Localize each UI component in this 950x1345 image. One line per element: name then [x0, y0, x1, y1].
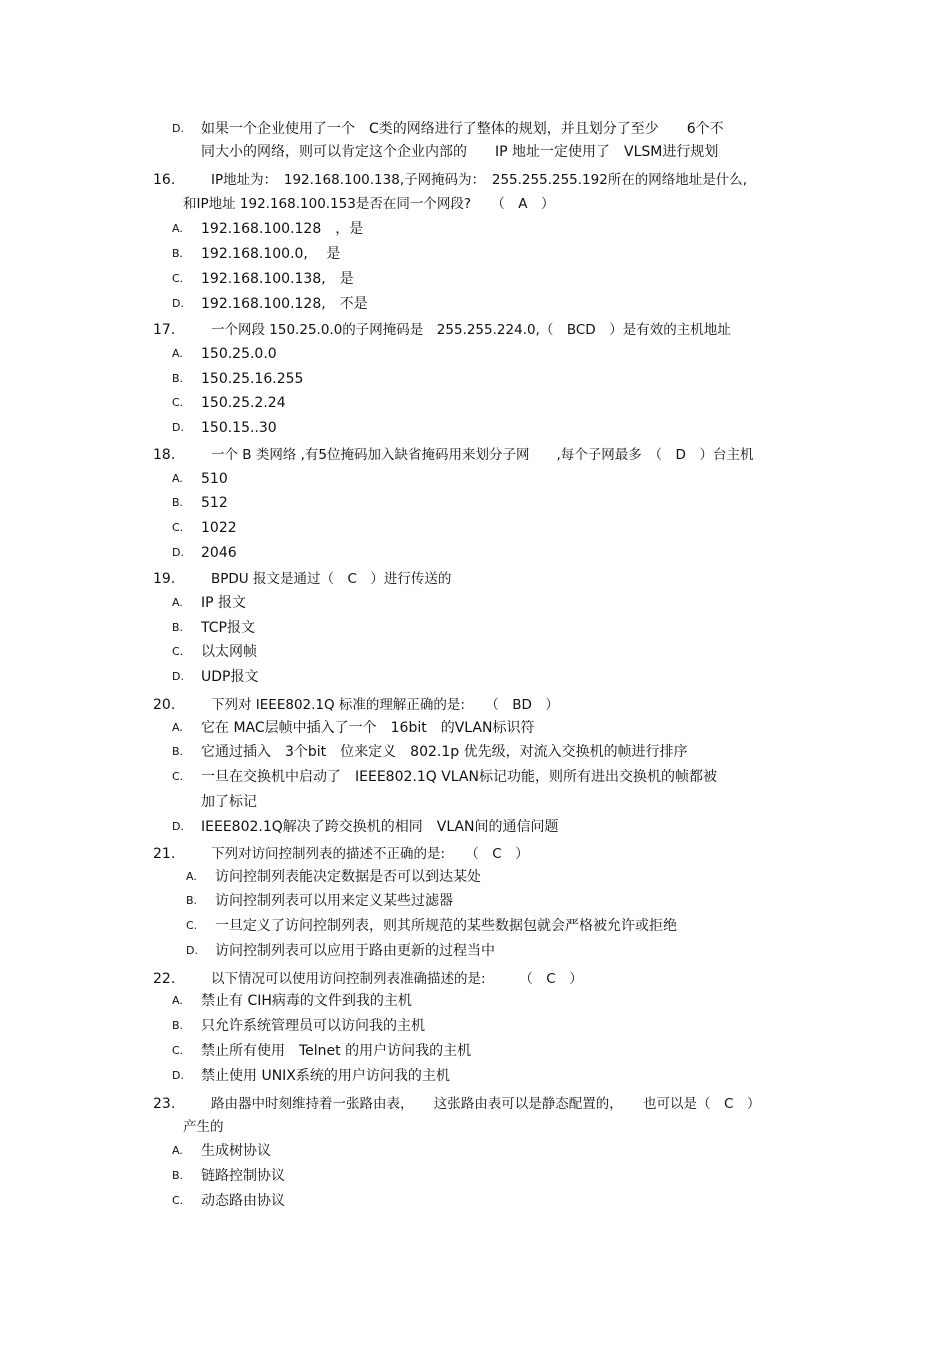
- option-line: [0, 492, 950, 514]
- option-line: [0, 268, 950, 290]
- question-line: [0, 169, 950, 191]
- option-line: [0, 641, 950, 663]
- option-label: B.: [172, 621, 184, 634]
- option-label: D.: [172, 122, 184, 135]
- option-line: [0, 542, 950, 564]
- option-label: C.: [186, 919, 198, 932]
- option-label: D.: [172, 670, 184, 683]
- option-text: 512: [201, 495, 228, 511]
- option-text: 150.25.16.255: [201, 371, 304, 387]
- option-line: [0, 617, 950, 639]
- option-text-continued: 加了标记: [201, 794, 257, 810]
- option-text: 禁止所有使用 Telnet 的用户访问我的主机: [201, 1043, 472, 1059]
- option-text: 生成树协议: [201, 1143, 271, 1159]
- option-line: [0, 741, 950, 763]
- option-text: 禁止有 CIH病毒的文件到我的主机: [201, 993, 412, 1009]
- option-text: 510: [201, 471, 228, 487]
- option-line: [0, 1015, 950, 1037]
- question-text: 下列对访问控制列表的描述不正确的是: （ C ）: [211, 846, 529, 862]
- option-line: [0, 392, 950, 414]
- question-number: 21.: [153, 846, 176, 862]
- option-label: B.: [172, 745, 184, 758]
- option-label: C.: [172, 272, 184, 285]
- question-text: 路由器中时刻维持着一张路由表， 这张路由表可以是静态配置的， 也可以是（ C ）: [211, 1096, 761, 1112]
- option-label: B.: [172, 1019, 184, 1032]
- option-label: C.: [172, 770, 184, 783]
- option-line: [0, 468, 950, 490]
- option-line: [0, 866, 950, 888]
- option-text: 2046: [201, 545, 237, 561]
- question-line: [0, 843, 950, 865]
- option-text: 150.15..30: [201, 420, 277, 436]
- question-number: 16.: [153, 172, 176, 188]
- question-text-continued: 产生的: [183, 1119, 224, 1135]
- question-text: IP地址为： 192.168.100.138,子网掩码为： 255.255.255.192所在的网络地址是什么,: [211, 172, 748, 188]
- question-text: 一个网段 150.25.0.0的子网掩码是 255.255.224.0,（ BCD ）是有效的主机地址: [211, 322, 731, 338]
- option-label: D.: [186, 944, 198, 957]
- option-line: [0, 940, 950, 962]
- option-text: 192.168.100.138, 是: [201, 271, 354, 287]
- question-text-continued: 和IP地址 192.168.100.153是否在同一个网段? （ A ）: [183, 196, 555, 212]
- continuation-line: [0, 141, 950, 163]
- question-line: [0, 1093, 950, 1115]
- option-label: D.: [172, 546, 184, 559]
- option-line: [0, 343, 950, 365]
- option-label: D.: [172, 1069, 184, 1082]
- option-line: [0, 417, 950, 439]
- option-line: [0, 1040, 950, 1062]
- question-number: 23.: [153, 1096, 176, 1112]
- option-line: [0, 243, 950, 265]
- option-line: [0, 816, 950, 838]
- option-text: 192.168.100.128, 不是: [201, 296, 368, 312]
- option-line: [0, 1165, 950, 1187]
- option-label: B.: [186, 894, 198, 907]
- option-text: 如果一个企业使用了一个 C类的网络进行了整体的规划，并且划分了至少 6个不: [201, 121, 724, 137]
- option-label: A.: [172, 994, 183, 1007]
- question-line: [0, 694, 950, 716]
- question-line: [0, 968, 950, 990]
- option-text: 动态路由协议: [201, 1193, 285, 1209]
- option-line: [0, 890, 950, 912]
- option-text: 192.168.100.128 ，是: [201, 221, 364, 237]
- option-line: [0, 1065, 950, 1087]
- question-number: 20.: [153, 697, 176, 713]
- option-line: [0, 218, 950, 240]
- continuation-line: [0, 1116, 950, 1138]
- option-label: C.: [172, 645, 184, 658]
- option-text: 一旦在交换机中启动了 IEEE802.1Q VLAN标记功能，则所有进出交换机的帧都被: [201, 769, 717, 785]
- option-line: [0, 990, 950, 1012]
- option-text: TCP报文: [201, 620, 255, 636]
- option-label: B.: [172, 1169, 184, 1182]
- question-line: [0, 444, 950, 466]
- option-line: [0, 666, 950, 688]
- option-text: 192.168.100.0, 是: [201, 246, 341, 262]
- option-label: D.: [172, 297, 184, 310]
- question-text: 一个 B 类网络 ,有5位掩码加入缺省掩码用来划分子网 ,每个子网最多 （ D ）台主机: [211, 447, 754, 463]
- option-label: C.: [172, 1044, 184, 1057]
- option-label: A.: [172, 1144, 183, 1157]
- option-line: [0, 1140, 950, 1162]
- question-number: 19.: [153, 571, 176, 587]
- option-text: 150.25.2.24: [201, 395, 286, 411]
- option-text: 150.25.0.0: [201, 346, 277, 362]
- option-label: B.: [172, 372, 184, 385]
- question-text: BPDU 报文是通过（ C ）进行传送的: [211, 571, 452, 587]
- continuation-line: [0, 791, 950, 813]
- option-label: B.: [172, 496, 184, 509]
- option-text: 访问控制列表可以应用于路由更新的过程当中: [215, 943, 495, 959]
- question-number: 22.: [153, 971, 176, 987]
- option-label: C.: [172, 521, 184, 534]
- option-label: A.: [172, 596, 183, 609]
- option-label: B.: [172, 247, 184, 260]
- option-line: [0, 1190, 950, 1212]
- option-text: 链路控制协议: [201, 1168, 285, 1184]
- option-text: 访问控制列表可以用来定义某些过滤器: [215, 893, 453, 909]
- option-text: 它在 MAC层帧中插入了一个 16bit 的VLAN标识符: [201, 720, 535, 736]
- continuation-line: [0, 193, 950, 215]
- option-text: IEEE802.1Q解决了跨交换机的相同 VLAN间的通信问题: [201, 819, 559, 835]
- option-label: A.: [172, 222, 183, 235]
- option-text-continued: 同大小的网络，则可以肯定这个企业内部的 IP 地址一定使用了 VLSM进行规划: [201, 144, 719, 160]
- option-line: [0, 592, 950, 614]
- option-label: A.: [186, 870, 197, 883]
- option-text: 它通过插入 3个bit 位来定义 802.1p 优先级，对流入交换机的帧进行排序: [201, 744, 688, 760]
- option-line: [0, 915, 950, 937]
- option-text: 只允许系统管理员可以访问我的主机: [201, 1018, 425, 1034]
- option-line: [0, 766, 950, 788]
- option-line: [0, 517, 950, 539]
- option-text: 一旦定义了访问控制列表，则其所规范的某些数据包就会严格被允许或拒绝: [215, 918, 677, 934]
- option-text: 1022: [201, 520, 237, 536]
- option-line: [0, 118, 950, 140]
- question-text: 以下情况可以使用访问控制列表准确描述的是: （ C ）: [211, 971, 583, 987]
- option-text: 以太网帧: [201, 644, 257, 660]
- option-text: 禁止使用 UNIX系统的用户访问我的主机: [201, 1068, 450, 1084]
- option-label: D.: [172, 820, 184, 833]
- option-label: D.: [172, 421, 184, 434]
- option-label: C.: [172, 1194, 184, 1207]
- option-text: 访问控制列表能决定数据是否可以到达某处: [215, 869, 481, 885]
- option-text: IP 报文: [201, 595, 247, 611]
- question-number: 18.: [153, 447, 176, 463]
- option-label: A.: [172, 472, 183, 485]
- option-label: A.: [172, 347, 183, 360]
- option-line: [0, 368, 950, 390]
- option-label: C.: [172, 396, 184, 409]
- option-line: [0, 293, 950, 315]
- question-line: [0, 319, 950, 341]
- option-line: [0, 717, 950, 739]
- option-text: UDP报文: [201, 669, 259, 685]
- question-text: 下列对 IEEE802.1Q 标准的理解正确的是: （ BD ）: [211, 697, 559, 713]
- option-label: A.: [172, 721, 183, 734]
- question-line: [0, 568, 950, 590]
- question-number: 17.: [153, 322, 176, 338]
